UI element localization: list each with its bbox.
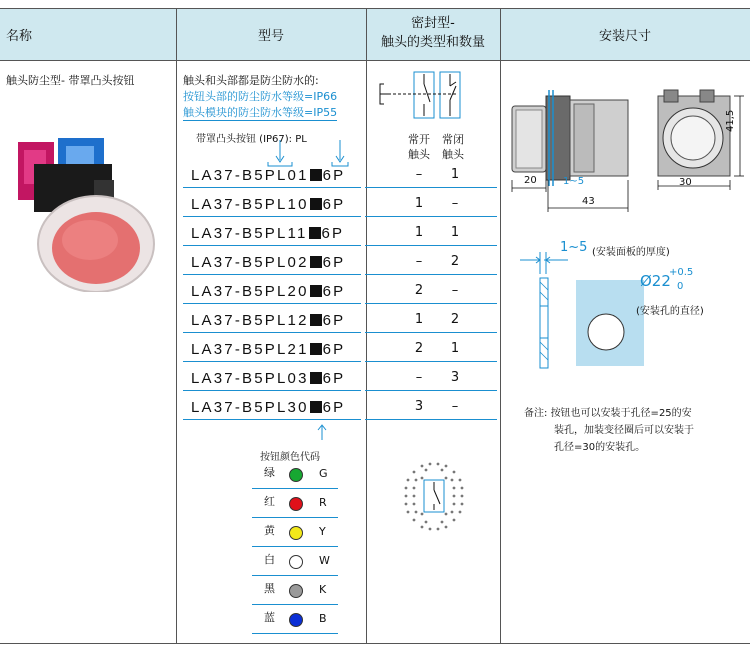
- header-install: 安装尺寸: [598, 28, 651, 44]
- color-code-arrow: [314, 424, 330, 442]
- color-label: 白: [264, 553, 275, 566]
- nc-count: –: [451, 399, 459, 414]
- model-row: [183, 362, 361, 391]
- remark-label: 备注:: [524, 408, 548, 419]
- model-row: [183, 188, 361, 217]
- header-model: 型号: [257, 28, 284, 44]
- color-row-green: [252, 460, 338, 489]
- nc-label-line1: 常闭: [442, 133, 464, 146]
- color-code-placeholder: [310, 372, 322, 384]
- table-bottom-rule: [0, 643, 750, 644]
- model-row: [183, 159, 361, 188]
- hole-note: (安装孔的直径): [636, 306, 704, 317]
- color-code: K: [319, 583, 327, 596]
- color-label: 绿: [264, 466, 275, 479]
- header-bottom-rule: [0, 60, 750, 61]
- color-code-placeholder: [310, 285, 322, 297]
- dim-1-5: 1~5: [563, 176, 585, 187]
- dustproof-symbol-icon: [402, 460, 468, 532]
- hole-tol-plus: +0.5: [669, 267, 694, 278]
- color-label: 蓝: [264, 611, 275, 624]
- color-code: G: [319, 467, 328, 480]
- color-row-yellow: [252, 518, 338, 547]
- model-code: LA37-B5PL21: [191, 341, 309, 358]
- note-title: 触头和头部都是防尘防水的:: [183, 74, 319, 87]
- no-count: 2: [414, 283, 424, 298]
- color-row-white: [252, 547, 338, 576]
- blue-dot-icon: [289, 613, 303, 627]
- gray-dot-icon: [289, 584, 303, 598]
- color-code-placeholder: [310, 169, 322, 181]
- remark-line3: 孔径=30的安装孔。: [554, 442, 646, 453]
- dim-43: 43: [582, 196, 595, 207]
- no-label-line2: 触头: [408, 148, 430, 161]
- header-name: 名称: [6, 28, 33, 44]
- remark-line1: 按钮也可以安装于孔径=25的安: [550, 408, 692, 419]
- model-row: [183, 391, 361, 420]
- model-code: LA37-B5PL10: [191, 196, 309, 213]
- nc-count: 1: [450, 225, 460, 240]
- contact-schematic-icon: [378, 68, 474, 128]
- color-code: Y: [319, 525, 326, 538]
- no-count: –: [415, 370, 423, 385]
- contact-row: [365, 362, 497, 391]
- remark: [524, 405, 694, 456]
- color-row-blue: [252, 605, 338, 634]
- color-label: 红: [264, 495, 275, 508]
- col-divider-1: [176, 8, 177, 644]
- yellow-dot-icon: [289, 526, 303, 540]
- color-row-black: [252, 576, 338, 605]
- model-suffix: 6P: [322, 254, 346, 271]
- note-ip55: 触头模块的防尘防水等级=IP55: [183, 106, 338, 119]
- color-code-title: 按钮颜色代码: [260, 452, 320, 463]
- product-photo: [10, 132, 165, 292]
- dim-20: 20: [524, 175, 537, 186]
- note-ip66: 按钮头部的防尘防水等级=IP66: [183, 90, 338, 103]
- color-code-placeholder: [310, 256, 322, 268]
- dimension-drawing: [508, 80, 748, 220]
- contact-row: [365, 333, 497, 362]
- no-count: –: [415, 167, 423, 182]
- panel-range: 1~5: [560, 240, 588, 255]
- model-suffix: 6P: [322, 312, 346, 329]
- nc-count: –: [451, 283, 459, 298]
- model-suffix: 6P: [322, 399, 346, 416]
- color-code: W: [319, 554, 330, 567]
- contact-row: [365, 246, 497, 275]
- header-seal-line2: 触头的类型和数量: [380, 35, 485, 50]
- panel-thickness-note: (安装面板的厚度): [592, 247, 670, 258]
- header-seal-line1: 密封型-: [411, 16, 455, 31]
- color-code-placeholder: [310, 198, 322, 210]
- hole-dia-value: Ø22: [640, 272, 671, 290]
- contact-row: [365, 304, 497, 333]
- col-divider-3: [500, 8, 501, 644]
- nc-count: 1: [450, 167, 460, 182]
- model-suffix: 6P: [322, 167, 346, 184]
- model-suffix: 6P: [322, 196, 346, 213]
- nc-count: 2: [450, 254, 460, 269]
- color-code-placeholder: [310, 314, 322, 326]
- model-code: LA37-B5PL11: [191, 225, 308, 242]
- hole-tol-zero: 0: [677, 281, 684, 292]
- model-code: LA37-B5PL03: [191, 370, 309, 387]
- color-code: R: [319, 496, 327, 509]
- nc-contact-label: [442, 132, 464, 162]
- header-top-rule: [0, 8, 750, 9]
- model-row: [183, 275, 361, 304]
- no-contact-label: [408, 132, 430, 162]
- dim-30: 30: [679, 177, 692, 188]
- no-count: 3: [414, 399, 424, 414]
- model-code: LA37-B5PL30: [191, 399, 309, 416]
- header-seal: [366, 14, 500, 52]
- no-count: 2: [414, 341, 424, 356]
- model-code: LA37-B5PL01: [191, 167, 309, 184]
- model-code: LA37-B5PL02: [191, 254, 309, 271]
- contact-row: [365, 159, 497, 188]
- model-row: [183, 333, 361, 362]
- model-suffix: 6P: [322, 283, 346, 300]
- nc-count: 1: [450, 341, 460, 356]
- nc-count: –: [451, 196, 459, 211]
- color-code-placeholder: [310, 343, 322, 355]
- model-row: [183, 217, 361, 246]
- contact-row: [365, 188, 497, 217]
- color-label: 黄: [264, 524, 275, 537]
- no-count: –: [415, 254, 423, 269]
- model-code: LA37-B5PL20: [191, 283, 309, 300]
- model-suffix: 6P: [321, 225, 345, 242]
- product-name: 触头防尘型- 带罩凸头按钮: [6, 74, 135, 87]
- white-dot-icon: [289, 555, 303, 569]
- model-row: [183, 246, 361, 275]
- nc-count: 3: [450, 370, 460, 385]
- no-count: 1: [414, 196, 424, 211]
- no-label-line1: 常开: [408, 133, 430, 146]
- color-code-placeholder: [310, 401, 322, 413]
- no-count: 1: [414, 312, 424, 327]
- model-row: [183, 304, 361, 333]
- color-code: B: [319, 612, 327, 625]
- button-type-label: 带罩凸头按钮 (IP67): PL: [196, 134, 307, 145]
- nc-label-line2: 触头: [442, 148, 464, 161]
- nc-count: 2: [450, 312, 460, 327]
- contact-row: [365, 391, 497, 420]
- contact-row: [365, 217, 497, 246]
- color-label: 黑: [264, 582, 275, 595]
- remark-line2: 装孔，加装变径圈后可以安装于: [554, 425, 694, 436]
- model-code: LA37-B5PL12: [191, 312, 309, 329]
- red-dot-icon: [289, 497, 303, 511]
- green-dot-icon: [289, 468, 303, 482]
- model-suffix: 6P: [322, 341, 346, 358]
- color-row-red: [252, 489, 338, 518]
- color-code-placeholder: [309, 227, 321, 239]
- hole-diameter: [640, 272, 671, 290]
- no-count: 1: [414, 225, 424, 240]
- model-suffix: 6P: [322, 370, 346, 387]
- dim-41-5: 41,5: [725, 109, 736, 132]
- contact-row: [365, 275, 497, 304]
